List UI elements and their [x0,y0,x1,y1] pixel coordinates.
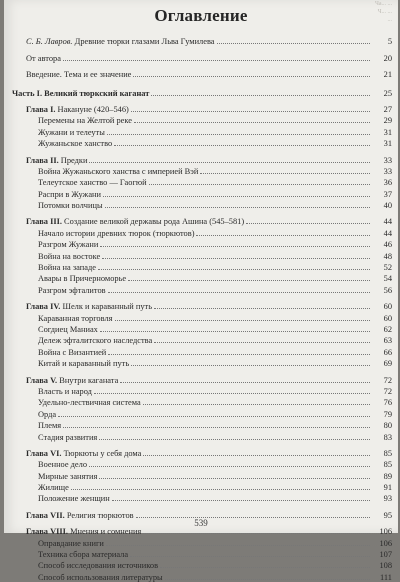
toc-page-number: 44 [383,217,392,227]
toc-page-number: 31 [383,139,392,149]
dot-leader [165,579,370,580]
toc-page-number: 106 [379,527,392,537]
toc-entry-section [4,548,398,559]
dot-leader [63,60,370,61]
toc-entry-chapter [4,447,398,458]
toc-entry-section [4,283,398,294]
toc-entry-part [4,86,398,97]
toc-page-number: 91 [383,483,392,493]
chapter-title: Шелк и караванный путь [62,302,153,312]
toc-page-number: 21 [383,70,392,80]
dot-leader [102,258,370,259]
toc-page-number: 33 [383,166,392,176]
dot-leader [143,455,370,456]
dot-leader [94,393,370,394]
dot-leader [71,489,370,490]
toc-entry-section [4,570,398,581]
toc-entry-section [4,396,398,407]
toc-entry-section [4,238,398,249]
toc-page-number: 108 [379,561,392,571]
toc-entry-title: Стадия развития [38,432,98,442]
dot-leader [128,280,370,281]
toc-entry-chapter [4,153,398,164]
toc-entry-title: Война с Византией [38,347,107,357]
toc-entry-title [26,217,244,226]
dot-leader [143,533,370,534]
chapter-title: Религия тюркютов [66,510,134,520]
toc-entry-title [26,449,141,458]
toc-entry-title: Власть и народ [38,386,92,396]
toc-page-number: 52 [383,263,392,273]
table-of-contents [4,35,398,582]
chapter-label: Глава V. [26,375,58,385]
toc-entry-section [4,536,398,547]
toc-entry-title: Оправдание книги [38,538,104,548]
toc-entry-title: Дележ эфталитского наследства [38,336,153,346]
toc-entry-title [26,105,129,114]
toc-entry-section [4,323,398,334]
toc-entry-section [4,199,398,210]
dot-leader [107,134,370,135]
toc-page-number: 93 [383,494,392,504]
bleed-through-text: Ча... ... Ч... ... ... [374,1,392,23]
toc-entry-chapter [4,300,398,311]
chapter-label: Глава VIII. [26,527,68,537]
toc-entry-title [26,156,87,165]
toc-entry-section [4,226,398,237]
toc-page-number: 89 [383,471,392,481]
toc-entry-intro [4,68,398,79]
toc-page-number: 95 [383,510,392,520]
toc-entry-chapter [4,215,398,226]
toc-page-number: 20 [383,53,392,63]
toc-entry-title: Жилище [38,483,69,493]
toc-entry-title: Техника сбора материала [38,550,129,560]
chapter-label: Глава II. [26,155,59,165]
toc-entry-section [4,334,398,345]
toc-entry-title: Авары в Причерноморье [38,274,127,284]
toc-page-number: 40 [383,201,392,211]
dot-leader [100,331,370,332]
toc-entry-intro [4,51,398,62]
chapter-title: Мнения и сомнения [70,527,142,537]
dot-leader [154,308,370,309]
dot-leader [154,342,370,343]
toc-page-number: 66 [383,347,392,357]
dot-leader [160,567,370,568]
toc-entry-title: Способ исследования источников [38,561,159,571]
page-title: Оглавление [154,6,248,25]
toc-entry-chapter [4,373,398,384]
toc-entry-section [4,419,398,430]
toc-page-number: 79 [383,409,392,419]
dot-leader [108,354,370,355]
toc-entry-section [4,176,398,187]
toc-entry-section [4,125,398,136]
toc-page-number: 72 [383,386,392,396]
dot-leader [120,382,370,383]
dot-leader [115,320,371,321]
toc-entry-section [4,559,398,570]
toc-entry-title: Телеутское ханство — Гаогюй [38,178,147,188]
toc-entry-section [4,345,398,356]
dot-leader [246,223,370,224]
toc-entry-title: Война на востоке [38,251,101,261]
toc-entry-section [4,481,398,492]
toc-page-number: 48 [383,251,392,261]
toc-page-number: 107 [379,550,392,560]
toc-entry-section [4,165,398,176]
dot-leader [133,76,370,77]
toc-entry-title: Часть I. Великий тюркский каганат [12,88,150,98]
dot-leader [105,207,370,208]
dot-leader [131,111,370,112]
toc-entry-chapter [4,103,398,114]
dot-leader [151,95,370,96]
toc-entry-section [4,430,398,441]
dot-leader [143,404,370,405]
toc-entry-section [4,458,398,469]
toc-page-number: 76 [383,398,392,408]
toc-entry-section [4,492,398,503]
toc-page-number: 31 [383,127,392,137]
chapter-title: Внутри каганата [59,375,119,385]
chapter-label: Глава IV. [26,302,61,312]
page-number: 539 [194,518,208,528]
toc-entry-title: Распри в Жужани [38,189,102,199]
toc-entry-title: Племя [38,421,62,431]
toc-page-number: 60 [383,302,392,312]
chapter-label: Глава III. [26,217,62,227]
chapter-title: Накануне (420–546) [57,104,129,114]
toc-entry-title: Способ использования литературы [38,572,163,582]
dot-leader [103,196,370,197]
dot-leader [131,365,370,366]
toc-entry-section [4,187,398,198]
dot-leader [98,269,370,270]
toc-page-number: 46 [383,240,392,250]
toc-entry-title [26,527,141,536]
toc-entry-title: Война на западе [38,263,96,273]
toc-entry-title: Введение. Тема и ее значение [26,70,132,80]
toc-page-number: 62 [383,324,392,334]
toc-page-number: 37 [383,189,392,199]
dot-leader [58,416,370,417]
dot-leader [112,500,370,501]
dot-leader [196,235,370,236]
toc-page-number: 111 [380,572,392,582]
dot-leader [100,246,370,247]
toc-entry-section [4,311,398,322]
dot-leader [130,556,370,557]
toc-page-number: 29 [383,116,392,126]
dot-leader [89,466,370,467]
toc-entry-title: Мирные занятия [38,471,98,481]
toc-entry-title: Начало истории древних тюрок (тюркютов) [38,228,195,238]
toc-entry-title: Жужаньское ханство [38,139,113,149]
toc-entry-section [4,261,398,272]
chapter-label: Глава VI. [26,448,62,458]
toc-entry-title: Караванная торговля [38,313,113,323]
toc-entry-title: Положение женщин [38,494,110,504]
toc-entry-title: Орда [38,409,57,419]
book-page [4,0,398,582]
dot-leader [149,184,370,185]
toc-entry-intro [4,35,398,46]
toc-entry-section [4,407,398,418]
toc-page-number: 63 [383,336,392,346]
toc-page-number: 44 [383,228,392,238]
toc-entry-title: Удельно-лествичная система [38,398,141,408]
chapter-title: Предки [60,155,88,165]
chapter-title: Создание великой державы рода Ашина (545–581) [64,217,245,227]
toc-page-number: 80 [383,421,392,431]
dot-leader [134,122,370,123]
toc-entry-title: Китай и караванный путь [38,359,130,369]
toc-entry-section [4,114,398,125]
toc-entry-section [4,137,398,148]
toc-page-number: 85 [383,448,392,458]
toc-page-number: 33 [383,155,392,165]
toc-entry-title: Война Жужаньского ханства с империей Вэй [38,166,199,176]
dot-leader [106,545,370,546]
chapter-label: Глава I. [26,104,56,114]
toc-entry-title: От автора [26,53,61,63]
toc-page-number: 5 [387,37,392,47]
toc-page-number: 25 [383,88,392,98]
toc-page-number: 27 [383,104,392,114]
toc-entry-section [4,469,398,480]
toc-page-number: 106 [379,538,392,548]
toc-entry-section [4,357,398,368]
toc-page-number: 72 [383,375,392,385]
toc-entry-section [4,385,398,396]
dot-leader [108,292,370,293]
dot-leader [114,145,370,146]
dot-leader [99,439,370,440]
dot-leader [89,162,370,163]
toc-entry-title [26,376,118,385]
dot-leader [200,173,370,174]
toc-page-number: 85 [383,460,392,470]
toc-page-number: 36 [383,178,392,188]
toc-page-number: 83 [383,432,392,442]
toc-entry-title: Жужани и телеуты [38,127,105,137]
dot-leader [63,427,370,428]
toc-entry-section [4,272,398,283]
toc-page-number: 60 [383,313,392,323]
toc-page-number: 54 [383,274,392,284]
toc-entry-section [4,249,398,260]
dot-leader [217,43,370,44]
toc-entry-title: Разгром Жужани [38,240,99,250]
toc-entry-title: Потомки волчицы [38,201,103,211]
toc-entry-title: Разгром эфталитов [38,285,106,295]
dot-leader [99,478,370,479]
toc-entry-title: Согдиец Маниах [38,324,98,334]
chapter-title: Тюркюты у себя дома [63,448,142,458]
chapter-label: Глава VII. [26,510,65,520]
toc-page-number: 69 [383,359,392,369]
toc-page-number: 56 [383,285,392,295]
toc-entry-title: Перемены на Желтой реке [38,116,132,126]
toc-entry-title [26,302,152,311]
toc-entry-title: С. Б. Лавров. Древние тюрки глазами Льва Гумилева [26,37,215,47]
toc-entry-title: Военное дело [38,460,88,470]
